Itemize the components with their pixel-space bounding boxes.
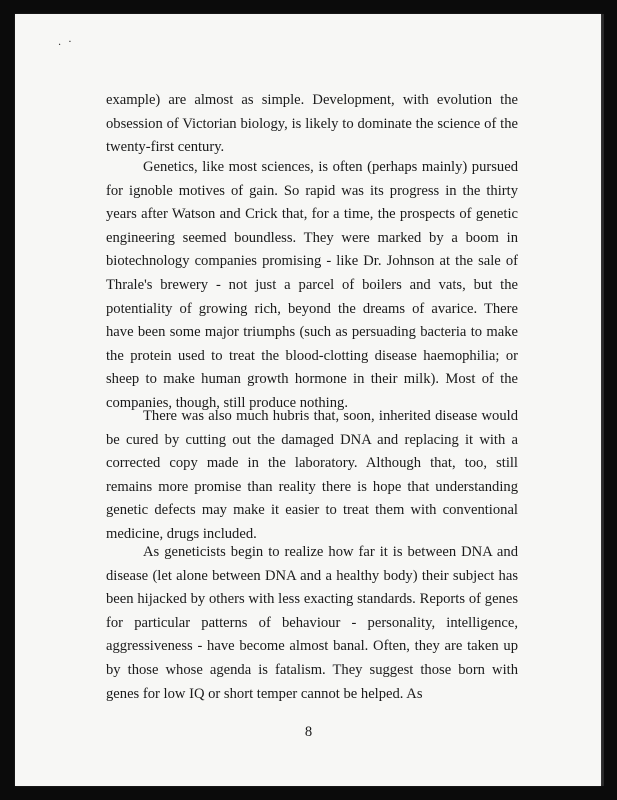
paragraph-text: There was also much hubris that, soon, inherited disease would be cured by cutting out the damaged DNA and replacing it with a corrected copy made in the laboratory. Although that, too, still remains more promise than reality there is hope that understanding genetic defects may make it easier to treat them with conventional medicine, drugs included. xyxy=(106,408,518,542)
paragraph-2 xyxy=(106,156,518,416)
paragraph-text: As geneticists begin to realize how far it is between DNA and disease (let alone between DNA and a healthy body) their subject has been hijacked by others with less exacting standards. Reports of genes for particular patterns of behaviour - personality, intelligence, aggressiveness - have become almost banal. Often, they are taken up by those whose agenda is fatalism. They suggest those born with genes for low IQ or short temper cannot be helped. As xyxy=(106,544,518,702)
paragraph-text: example) are almost as simple. Development, with evolution the obsession of Victorian biology, is likely to dominate the science of the twenty-first century. xyxy=(106,92,518,156)
scan-specks: . · xyxy=(58,37,74,48)
paper-edge xyxy=(601,14,604,786)
page-number: 8 xyxy=(304,724,313,740)
paragraph-4 xyxy=(106,541,518,706)
paragraph-text: Genetics, like most sciences, is often (perhaps mainly) pursued for ignoble motives of gain. So rapid was its progress in the thirty years after Watson and Crick that, for a time, the prospects of genetic engineering seemed boundless. They were marked by a boom in biotechnology companies promising - like Dr. Johnson at the sale of Thrale's brewery - not just a parcel of boilers and vats, but the potentiality of growing rich, beyond the dreams of avarice. There have been some major triumphs (such as persuading bacteria to make the protein used to treat the blood-clotting disease haemophilia; or sheep to make human growth hormone in their milk). Most of the companies, though, still produce nothing. xyxy=(106,159,518,411)
paragraph-3 xyxy=(106,405,518,547)
paragraph-1 xyxy=(106,89,518,160)
